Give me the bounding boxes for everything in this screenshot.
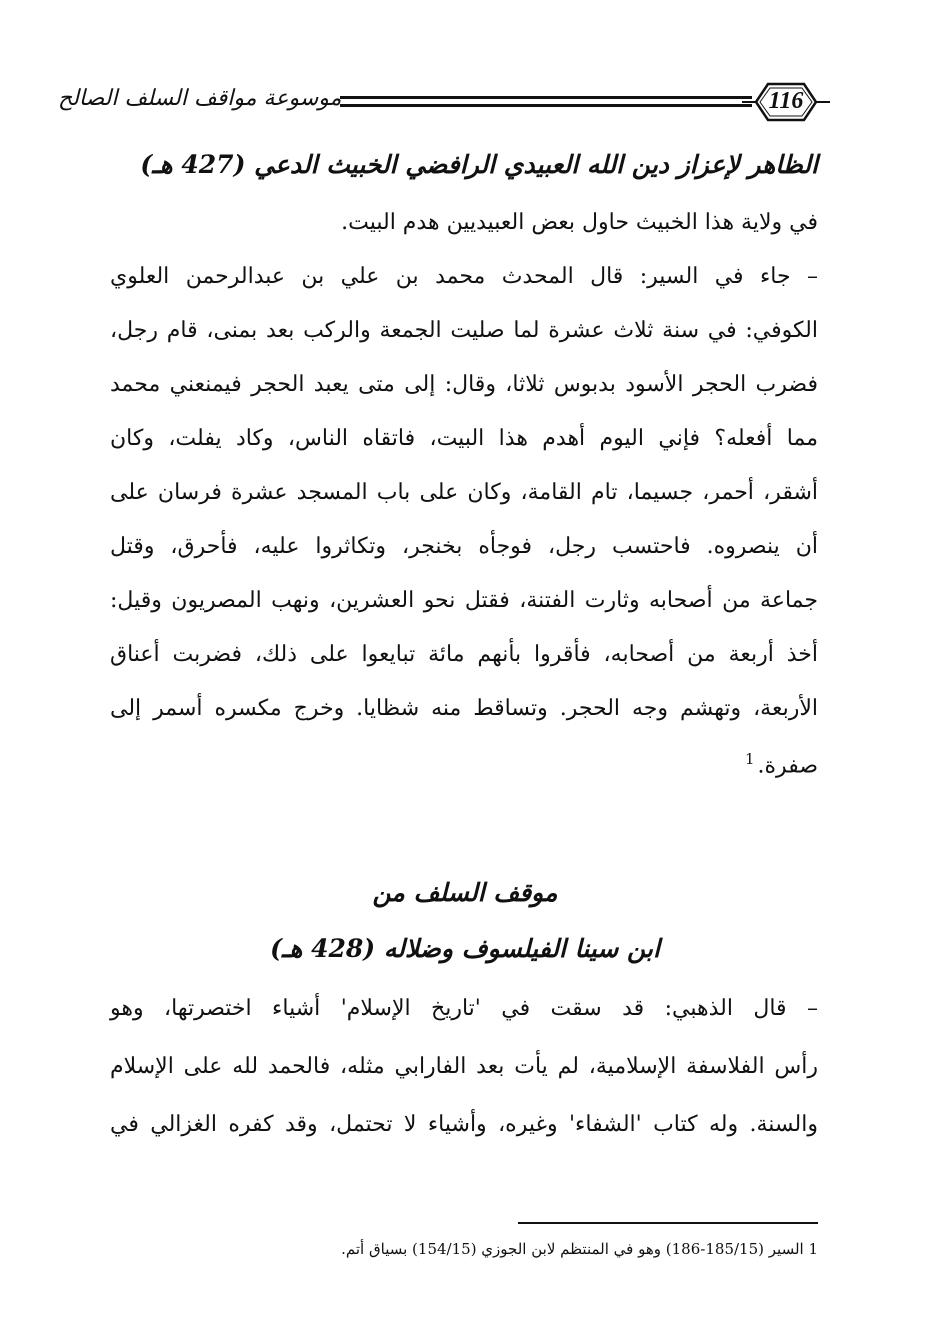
footnote: 1 السير (185/15-186) وهو في المنتظم لابن الجوزي (154/15) بسياق أتم. [341,1240,818,1258]
paragraph-line: جماعة من أصحابه وثارت الفتنة، فقتل نحو العشرين، ونهب المصريون وقيل: [110,588,818,613]
section1-heading: الظاهر لإعزاز دين الله العبيدي الرافضي الخبيث الدعي (427 هـ) [140,150,818,179]
paragraph-line: رأس الفلاسفة الإسلامية، لم يأت بعد الفارابي مثله، فالحمد لله على الإسلام [110,1054,818,1079]
footnote-separator [518,1222,818,1224]
paragraph-line: في ولاية هذا الخبيث حاول بعض العبيديين هدم البيت. [341,210,818,235]
footnote-reference: 1 [744,750,755,768]
paragraph-line: فضرب الحجر الأسود بدبوس ثلاثا، وقال: إلى متى يعبد الحجر فيمنعني محمد [110,372,818,397]
book-title: موسوعة مواقف السلف الصالح [58,86,342,111]
paragraph-line-text: صفرة. [757,753,818,779]
paragraph-line: – جاء في السير: قال المحدث محمد بن علي بن عبدالرحمن العلوي [110,264,818,289]
paragraph-line: الأربعة، وتهشم وجه الحجر. وتساقط منه شظايا. وخرج مكسره أسمر إلى [110,696,818,721]
paragraph-line: أن ينصروه. فاحتسب رجل، فوجأه بخنجر، وتكاثروا عليه، فأحرق، وقتل [110,534,818,559]
paragraph-line: – قال الذهبي: قد سقت في 'تاريخ الإسلام' أشياء اختصرتها، وهو [110,996,818,1021]
paragraph-line: أخذ أربعة من أصحابه، فأقروا بأنهم مائة تبايعوا على ذلك، فضربت أعناق [110,642,818,667]
running-header [58,80,830,138]
section2-heading-line1: موقف السلف من [372,878,558,907]
paragraph-line: الكوفي: في سنة ثلاث عشرة لما صليت الجمعة والركب بعد بمنى، قام رجل، [110,318,818,343]
paragraph-last-line [110,750,818,778]
page-number: 116 [768,88,804,114]
header-double-rule [340,96,752,110]
section2-heading-line2: ابن سينا الفيلسوف وضلاله (428 هـ) [270,934,660,963]
page-number-badge [742,80,830,124]
paragraph-line: مما أفعله؟ فإني اليوم أهدم هذا البيت، فاتقاه الناس، وكاد يفلت، وكان [110,426,818,451]
paragraph-line: أشقر، أحمر، جسيما، تام القامة، وكان على باب المسجد عشرة فرسان على [110,480,818,505]
paragraph-line: والسنة. وله كتاب 'الشفاء' وغيره، وأشياء لا تحتمل، وقد كفره الغزالي في [110,1112,818,1137]
